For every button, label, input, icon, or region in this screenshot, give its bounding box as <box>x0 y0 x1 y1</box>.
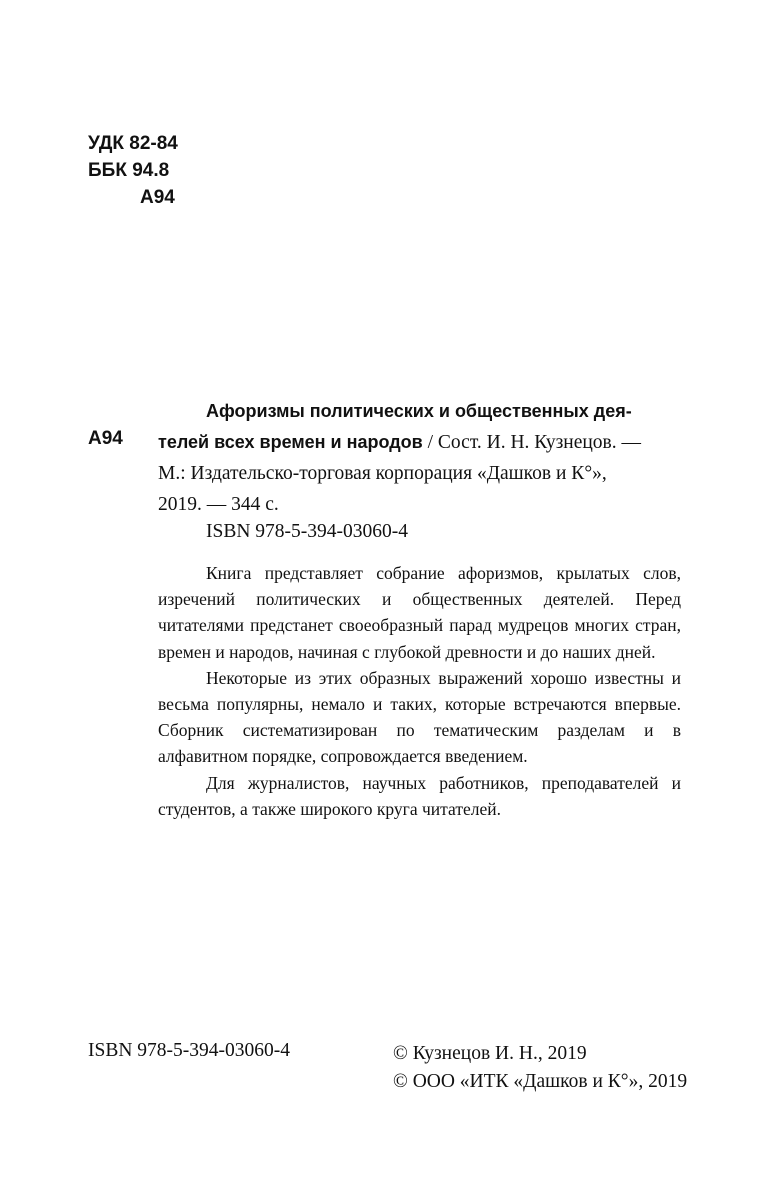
publisher-info: М.: Издательско-торговая корпорация «Дашков и К°», <box>158 463 607 484</box>
annotation <box>158 560 681 822</box>
copyright-line: © Кузнецов И. Н., 2019 <box>393 1043 587 1064</box>
udk-code: УДК 82-84 <box>88 133 178 154</box>
author-mark-code: А94 <box>140 187 175 208</box>
classification-codes <box>88 130 178 211</box>
bbk-code: ББК 94.8 <box>88 160 170 181</box>
isbn-top: ISBN 978-5-394-03060-4 <box>206 521 409 542</box>
compiler-info: / Сост. И. Н. Кузнецов. — <box>422 432 642 453</box>
year-pages: 2019. — 344 с. <box>158 494 279 515</box>
biblio-line-1 <box>158 396 681 427</box>
annotation-paragraph: Для журналистов, научных работников, преподавателей и студентов, а также широкого круга читателей. <box>158 772 681 819</box>
copyright-line: © ООО «ИТК «Дашков и К°», 2019 <box>393 1071 688 1092</box>
annotation-paragraph: Книга представляет собрание афоризмов, крылатых слов, изречений политических и общественных деятелей. Перед читателями предстанет своеобразный парад мудрецов многих стран, времен и народов, начиная с глубокой древности и до наших дней. <box>158 563 681 662</box>
book-title-part-2: телей всех времен и народов <box>158 432 423 452</box>
biblio-line-2 <box>158 427 681 458</box>
author-mark: А94 <box>88 428 123 449</box>
bibliographic-record <box>158 396 681 520</box>
book-title-part-1: Афоризмы политических и общественных дея- <box>206 401 632 421</box>
isbn-bottom: ISBN 978-5-394-03060-4 <box>88 1040 291 1061</box>
copyright-block <box>393 1040 687 1096</box>
annotation-paragraph: Некоторые из этих образных выражений хорошо известны и весьма популярны, немало и таких, которые встречаются впервые. Сборник систематизирован по тематическим разделам и в алфавитном порядке, сопровождается введением. <box>158 667 681 767</box>
